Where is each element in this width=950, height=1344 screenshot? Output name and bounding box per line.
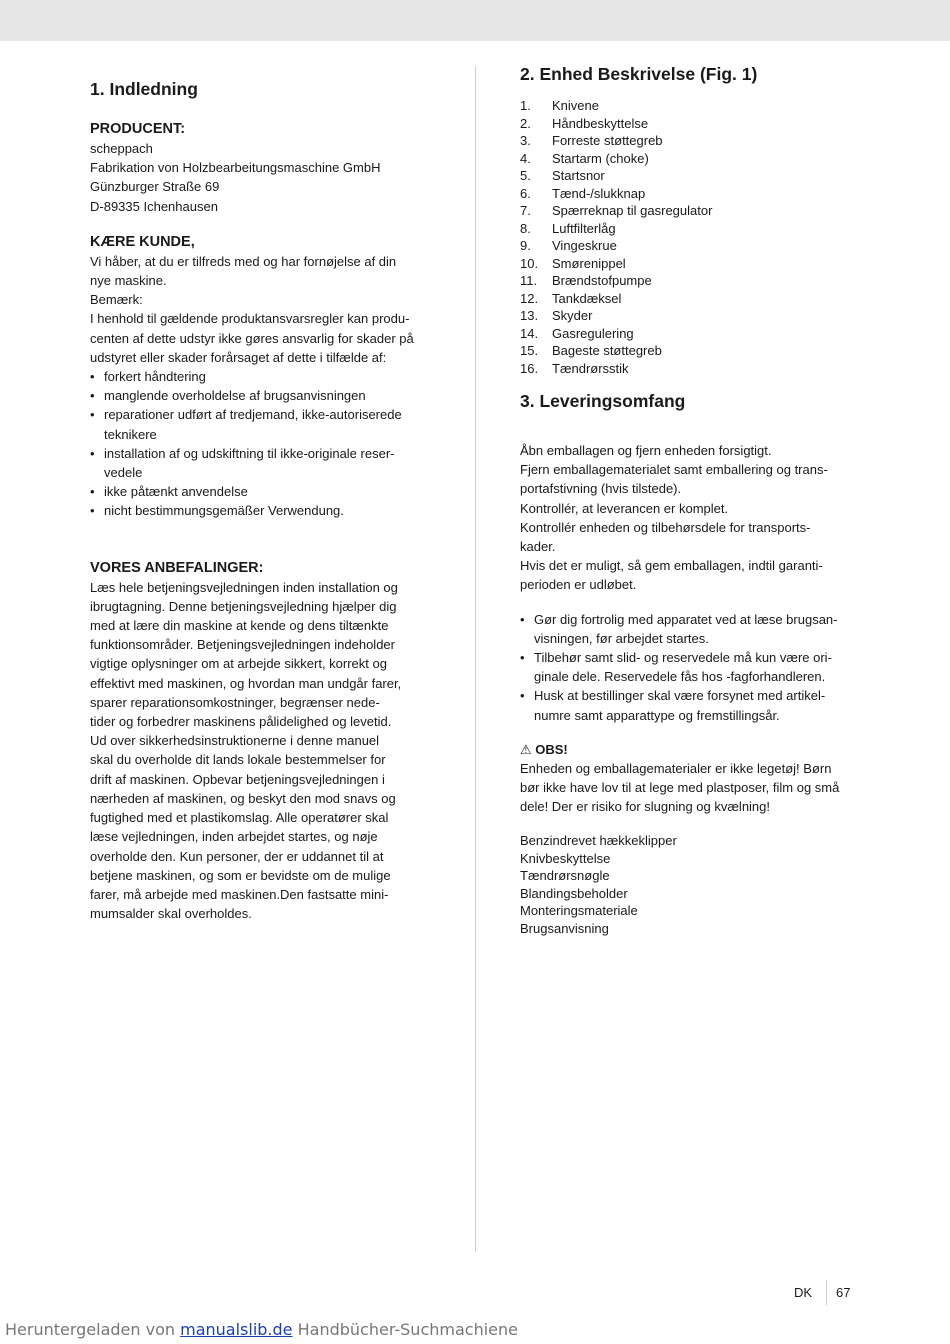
text-line: Fjern emballagematerialet samt emballering og trans- [520,462,828,478]
item-label: Forreste støttegreb [552,133,663,148]
text-line: perioden er udløbet. [520,577,637,593]
text-line: fugtighed med et plastikomslag. Alle operatører skal [90,810,389,826]
text-line: Kontrollér, at leverancen er komplet. [520,500,729,516]
item-number: 7. [520,203,531,218]
list-item [520,150,860,168]
contents-list [520,832,860,937]
list-item [520,272,860,290]
text-line: Læs hele betjeningsvejledningen inden installation og [90,579,398,595]
list-item [520,342,860,360]
customer-heading: KÆRE KUNDE, [90,233,195,250]
list-item: Knivbeskyttelse [520,850,611,866]
text-line: Enheden og emballagematerialer er ikke legetøj! Børn [520,760,832,776]
item-number: 8. [520,220,531,236]
item-label: Gasregulering [552,325,634,341]
list-item: • Tilbehør samt slid- og reservedele må kun være ori- ginale dele. Reservedele fås hos -fagforhandleren. [520,648,860,686]
item-label: Håndbeskyttelse [552,115,649,131]
text-line: overholde den. Kun personer, der er uddannet til at [90,848,384,864]
left-column [90,78,430,923]
list-item [520,325,860,343]
item-number: 12. [520,290,539,306]
item-number: 16. [520,360,539,376]
list-item [520,97,860,115]
list-item: Monteringsmateriale [520,903,638,919]
text-line: Vi håber, at du er tilfreds med og har fornøjelse af din [90,253,397,269]
text-line: kader. [520,539,556,555]
list-item: Brugsanvisning [520,920,609,936]
page-number: 67 [836,1285,851,1300]
download-prefix: Heruntergeladen von [5,1320,176,1339]
text-line: farer, må arbejde med maskinen.Den fastsatte mini- [90,886,389,902]
list-item: Benzindrevet hækkeklipper [520,833,677,849]
text-line: vigtige oplysninger om at arbejde sikkert, korrekt og [90,656,387,672]
text-line: effektivt med maskinen, og hvordan man undgår farer, [90,675,402,691]
item-label: Skyder [552,308,593,323]
item-number: 14. [520,325,539,341]
producer-line: D-89335 Ichenhausen [90,198,218,214]
text-line: drift af maskinen. Opbevar betjeningsvejledningen i [90,771,385,787]
text-line: nærheden af maskinen, og beskyt den mod snavs og [90,790,396,806]
item-number: 1. [520,98,531,113]
list-item: • Gør dig fortrolig med apparatet ved at læse brugsan- visningen, før arbejdet startes. [520,610,860,648]
warning-text [520,759,860,817]
item-label: Spærreknap til gasregulator [552,203,713,218]
item-label: Luftfilterlåg [552,220,616,236]
text-line: udstyret eller skader forårsaget af dette i tilfælde af: [90,349,387,365]
section-title-description: 2. Enhed Beskrivelse (Fig. 1) [520,64,758,84]
item-label: Tankdæksel [552,290,622,306]
language-code: DK [794,1285,813,1300]
producer-heading: PRODUCENT: [90,121,186,137]
list-item [520,202,860,220]
text-line: Åbn emballagen og fjern enheden forsigtigt. [520,443,772,458]
item-number: 6. [520,185,531,201]
list-item: • nicht bestimmungsgemäßer Verwendung. [90,501,430,520]
footer-divider [826,1280,827,1305]
item-label: Brændstofpumpe [552,273,652,288]
item-label: Startarm (choke) [552,150,649,166]
parts-list [520,97,860,377]
text-line: funktionsområder. Betjeningsvejledningen indeholder [90,637,395,653]
column-divider [475,66,476,1252]
list-item [520,237,860,255]
list-item: • forkert håndtering [90,367,430,386]
text-line: læse vejledningen, inden arbejdet startes, og nøje [90,829,378,845]
item-label: Bageste støttegreb [552,343,662,358]
top-gray-bar [0,0,950,41]
item-number: 9. [520,238,531,253]
item-number: 5. [520,168,531,183]
customer-text [90,252,430,367]
recommendations-text [90,578,430,924]
producer-line: Günzburger Straße 69 [90,179,220,195]
item-label: Vingeskrue [552,238,617,253]
delivery-bullet-list [520,610,860,725]
list-item: • ikke påtænkt anvendelse [90,482,430,501]
item-number: 13. [520,308,539,323]
text-line: mumsalder skal overholdes. [90,906,252,922]
text-line: Bemærk: [90,292,143,308]
list-item [520,360,860,378]
right-column [520,63,860,937]
item-label: Tændrørsstik [552,360,629,376]
item-number: 10. [520,255,539,271]
download-note [5,1320,518,1340]
text-line: portafstivning (hvis tilstede). [520,481,682,497]
text-line: med at lære din maskine at kende og dens tiltænkte [90,618,389,634]
text-line: centen af dette udstyr ikke gøres ansvarlig for skader på [90,330,414,346]
list-item [520,220,860,238]
recommendations-heading: VORES ANBEFALINGER: [90,559,264,576]
item-number: 15. [520,343,539,358]
producer-line: scheppach [90,141,153,156]
list-item [520,167,860,185]
item-label: Tænd-/slukknap [552,185,646,201]
list-item [520,255,860,273]
text-line: sparer reparationsomkostninger, begrænser nede- [90,694,380,710]
producer-address [90,139,430,216]
item-label: Smørenippel [552,255,626,271]
text-line: nye maskine. [90,273,167,289]
text-line: Hvis det er muligt, så gem emballagen, indtil garanti- [520,558,823,574]
text-line: bør ikke have lov til at lege med plastposer, film og små [520,780,840,796]
list-item [520,115,860,133]
item-number: 2. [520,115,531,131]
list-item [520,307,860,325]
text-line: tider og forbedrer maskinens pålidelighed og levetid. [90,714,392,730]
section-title-delivery: 3. Leveringsomfang [520,391,686,411]
text-line: Ud over sikkerhedsinstruktionerne i denne manuel [90,733,380,749]
text-line: ibrugtagning. Denne betjeningsvejledning hjælper dig [90,598,397,614]
list-item [520,290,860,308]
list-item: • installation af og udskiftning til ikke-originale reser- vedele [90,444,430,482]
list-item: Tændrørsnøgle [520,868,610,884]
list-item: Blandingsbeholder [520,885,628,901]
section-title-introduction: 1. Indledning [90,79,198,99]
producer-line: Fabrikation von Holzbearbeitungsmaschine GmbH [90,160,381,176]
list-item: • Husk at bestillinger skal være forsynet med artikel- numre samt apparattype og fremstillingsår. [520,686,860,724]
manualslib-link[interactable]: manualslib.de [180,1320,293,1339]
text-line: skal du overholde dit lands lokale bestemmelser for [90,752,386,768]
warning-heading: ⚠ OBS! [520,741,568,757]
item-number: 4. [520,150,531,166]
text-line: betjene maskinen, og som er bevidste om de mulige [90,867,391,883]
item-number: 3. [520,133,531,148]
item-label: Startsnor [552,168,605,183]
liability-list [90,367,430,521]
text-line: dele! Der er risiko for slugning og kvælning! [520,799,771,815]
download-suffix: Handbücher-Suchmachiene [297,1320,518,1339]
delivery-text [520,441,860,595]
list-item: • manglende overholdelse af brugsanvisningen [90,386,430,405]
item-number: 11. [520,273,538,288]
text-line: I henhold til gældende produktansvarsregler kan produ- [90,311,410,327]
list-item: • reparationer udført af tredjemand, ikke-autoriserede teknikere [90,405,430,443]
text-line: Kontrollér enheden og tilbehørsdele for transports- [520,519,811,535]
list-item [520,132,860,150]
item-label: Knivene [552,98,599,113]
list-item [520,185,860,203]
